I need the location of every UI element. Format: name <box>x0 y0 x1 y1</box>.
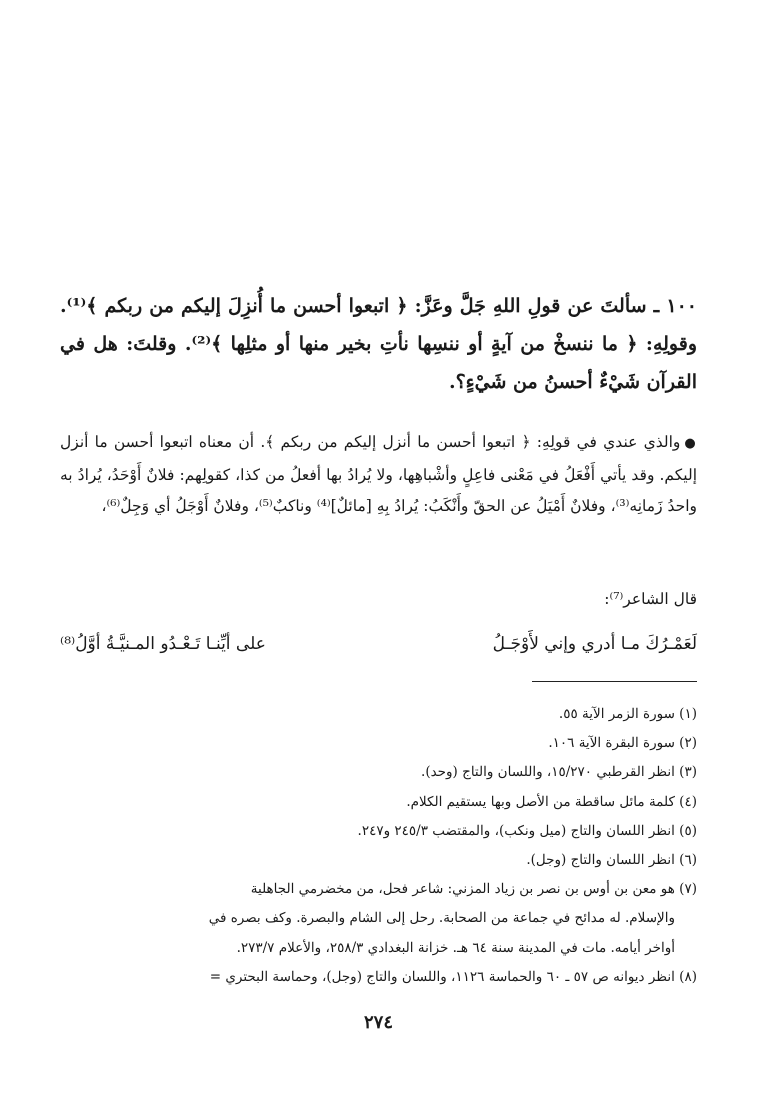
footnotes <box>58 700 697 992</box>
footnote-8: (٨) انظر ديوانه ص ٥٧ ـ ٦٠ والحماسة ١١٢٦، واللسان والتاج (وجل)، وحماسة البحتري = <box>209 968 697 985</box>
footnote-1: (١) سورة الزمر الآية ٥٥. <box>558 706 697 722</box>
footnote-7-continued: أواخر أيامه. مات في المدينة سنة ٦٤ هـ. خزانة البغدادي ٢٥٨/٣، والأعلام ٢٧٣/٧. <box>236 939 675 956</box>
answer-paragraph <box>60 427 697 523</box>
footnote-4: (٤) كلمة مائل ساقطة من الأصل وبها يستقيم الكلام. <box>406 793 697 810</box>
footnote-6: (٦) انظر اللسان والتاج (وجل). <box>526 852 697 869</box>
footnote-7: (٧) هو معن بن أوس بن نصر بن زياد المزني: شاعر فحل، من مخضرمي الجاهلية <box>250 881 697 898</box>
poet-intro: قال الشاعر⁽⁷⁾: <box>604 590 697 608</box>
poem-verse <box>60 624 697 664</box>
page-number: ٢٧٤ <box>363 1012 393 1033</box>
footnote-2: (٢) سورة البقرة الآية ١٠٦. <box>548 735 697 752</box>
verse-second-hemistich: على أيِّنـا تَـعْـدُو المـنيَّـةُ أوَّلُ⁽⁸⁾ <box>60 634 266 654</box>
footnote-7-continued: والإسلام. له مدائح في جماعة من الصحابة. رحل إلى الشام والبصرة. وكف بصره في <box>208 910 675 927</box>
question-text: ١٠٠ ـ سألتَ عن قولِ اللهِ جَلَّ وعَزَّ: ﴿ اتبعوا أحسن ما أُنزِلَ إليكم من ربكم ﴾⁽¹⁾. وقولِهِ: ﴿ ما ننسخْ من آيةٍ أو ننسِها نأتِ بخير منها أو مثلِها ﴾⁽²⁾. وقلتَ: هل في القرآن شَيْءٌ أحسنُ من شَيْءٍ؟. <box>60 295 697 393</box>
footnote-5: (٥) انظر اللسان والتاج (ميل ونكب)، والمقتضب ٢٤٥/٣ و٢٤٧. <box>357 822 697 839</box>
answer-text: والذي عندي في قولِهِ: ﴿ اتبعوا أحسن ما أنزل إليكم من ربكم ﴾. أن معناه اتبعوا أحسن ما أنزل إليكم. وقد يأتي أَفْعَلُ في مَعْنى فاعِلٍ وأشْباهِها، ولا يُرادُ بها أفعلُ من كذا، كقولِهم: فلانٌ أَوْحَدُ، يُرادُ به واحدُ زَمانِه⁽³⁾، وفلانٌ أَمْيَلُ عن الحقّ وأَنْكَبُ: يُرادُ بِهِ [مائلٌ]⁽⁴⁾ وناكبٌ⁽⁵⁾، وفلانٌ أَوْجَلُ أي وَجِلٌ⁽⁶⁾، <box>60 433 697 515</box>
verse-first-hemistich: لَعَمْـرُكَ مـا أدري وإني لأَوْجَـلُ <box>492 634 697 654</box>
footnote-3: (٣) انظر القرطبي ١٥/٢٧٠، واللسان والتاج (وحد). <box>421 764 697 781</box>
question-paragraph <box>60 287 697 401</box>
footnote-divider <box>532 681 697 682</box>
bullet-icon: ● <box>684 436 698 451</box>
